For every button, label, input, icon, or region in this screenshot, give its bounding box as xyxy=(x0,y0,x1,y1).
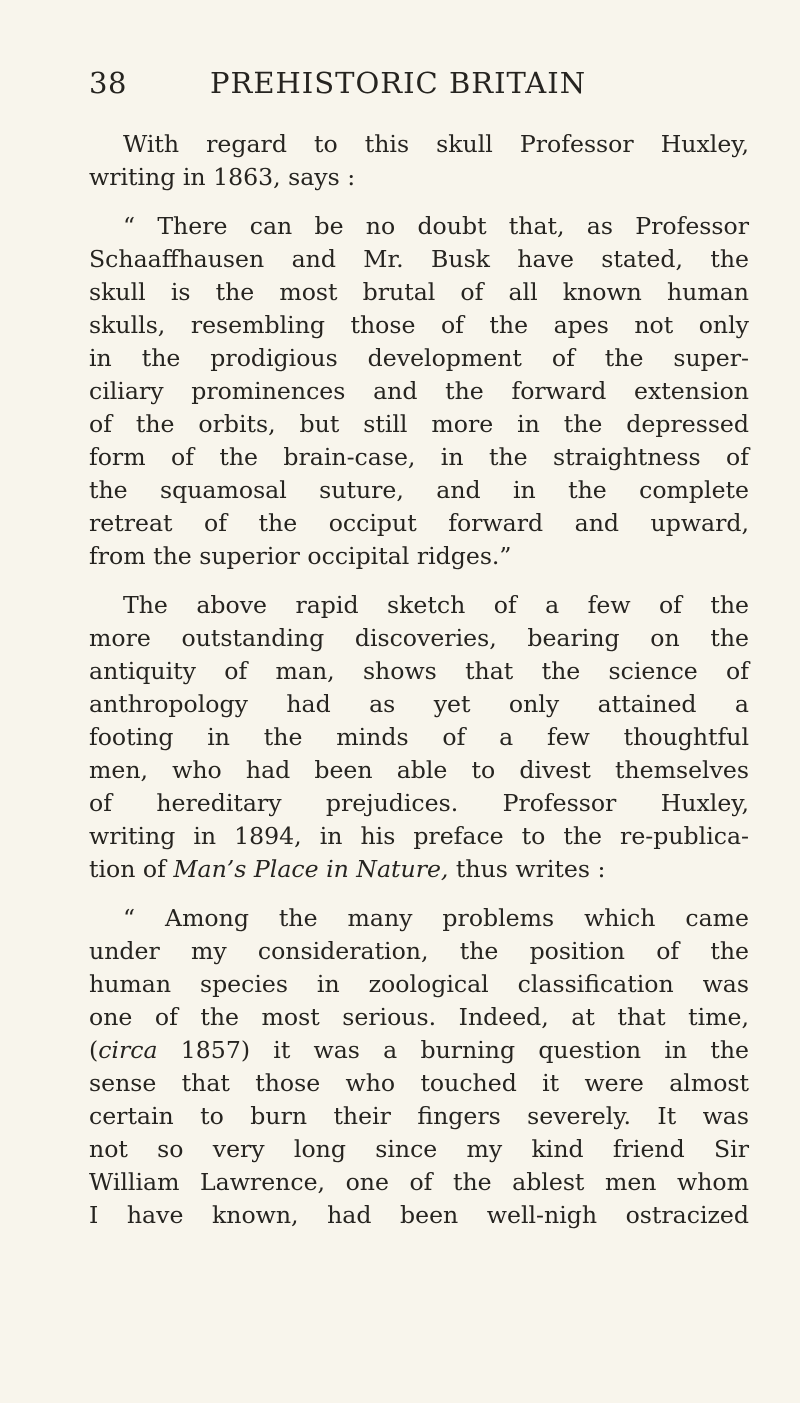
paragraph-quotation-1894 xyxy=(89,902,749,1232)
text-line: “ There can be no doubt that, as Professor xyxy=(123,212,749,240)
text-line xyxy=(89,853,749,886)
text-line: from the superior occipital ridges.” xyxy=(89,542,512,570)
text-line: antiquity of man, shows that the science of xyxy=(89,657,749,685)
text-line: With regard to this skull Professor Huxley, xyxy=(123,130,749,158)
paragraph-quotation-1863 xyxy=(89,210,749,573)
text-line: sense that those who touched it were almost xyxy=(89,1069,749,1097)
text-line: certain to burn their fingers severely. It was xyxy=(89,1102,749,1130)
text-line: the squamosal suture, and in the complete xyxy=(89,476,749,504)
text-line: footing in the minds of a few thoughtful xyxy=(89,723,749,751)
text-line xyxy=(89,1034,749,1067)
text-line: not so very long since my kind friend Sir xyxy=(89,1135,749,1163)
text-run: tion of xyxy=(89,855,174,883)
text-line: ciliary prominences and the forward extension xyxy=(89,377,749,405)
text-line: more outstanding discoveries, bearing on the xyxy=(89,624,749,652)
book-title-italic: Man’s Place in Nature, xyxy=(173,855,449,883)
text-line: anthropology had as yet only attained a xyxy=(89,690,749,718)
text-run: thus writes : xyxy=(448,855,606,883)
text-line: men, who had been able to divest themselves xyxy=(89,756,749,784)
text-line: “ Among the many problems which came xyxy=(123,904,749,932)
body-text xyxy=(89,128,749,1232)
text-line: skulls, resembling those of the apes not only xyxy=(89,311,749,339)
text-line: retreat of the occiput forward and upward, xyxy=(89,509,749,537)
text-line: in the prodigious development of the super- xyxy=(89,344,749,372)
circa-italic: circa xyxy=(98,1036,158,1064)
text-line: of hereditary prejudices. Professor Huxley, xyxy=(89,789,749,817)
text-line: under my consideration, the position of the xyxy=(89,937,749,965)
text-line: writing in 1863, says : xyxy=(89,163,356,191)
text-line: form of the brain-case, in the straightness of xyxy=(89,443,749,471)
text-line: of the orbits, but still more in the depressed xyxy=(89,410,749,438)
text-line: William Lawrence, one of the ablest men whom xyxy=(89,1168,749,1196)
text-line: skull is the most brutal of all known human xyxy=(89,278,749,306)
running-title: PREHISTORIC BRITAIN xyxy=(210,66,587,100)
running-head xyxy=(89,66,707,106)
text-run: ( xyxy=(89,1036,99,1064)
text-line: I have known, had been well-nigh ostracized xyxy=(89,1201,749,1229)
text-line: Schaaffhausen and Mr. Busk have stated, the xyxy=(89,245,749,273)
paragraph-sketch xyxy=(89,589,749,886)
text-line: The above rapid sketch of a few of the xyxy=(123,591,749,619)
text-line: human species in zoological classification was xyxy=(89,970,749,998)
paragraph-intro xyxy=(89,128,749,194)
text-run: 1857) it was a burning question in the xyxy=(157,1036,749,1064)
text-line: one of the most serious. Indeed, at that time, xyxy=(89,1003,749,1031)
page-number: 38 xyxy=(89,66,127,100)
text-line: writing in 1894, in his preface to the re-publica- xyxy=(89,822,749,850)
